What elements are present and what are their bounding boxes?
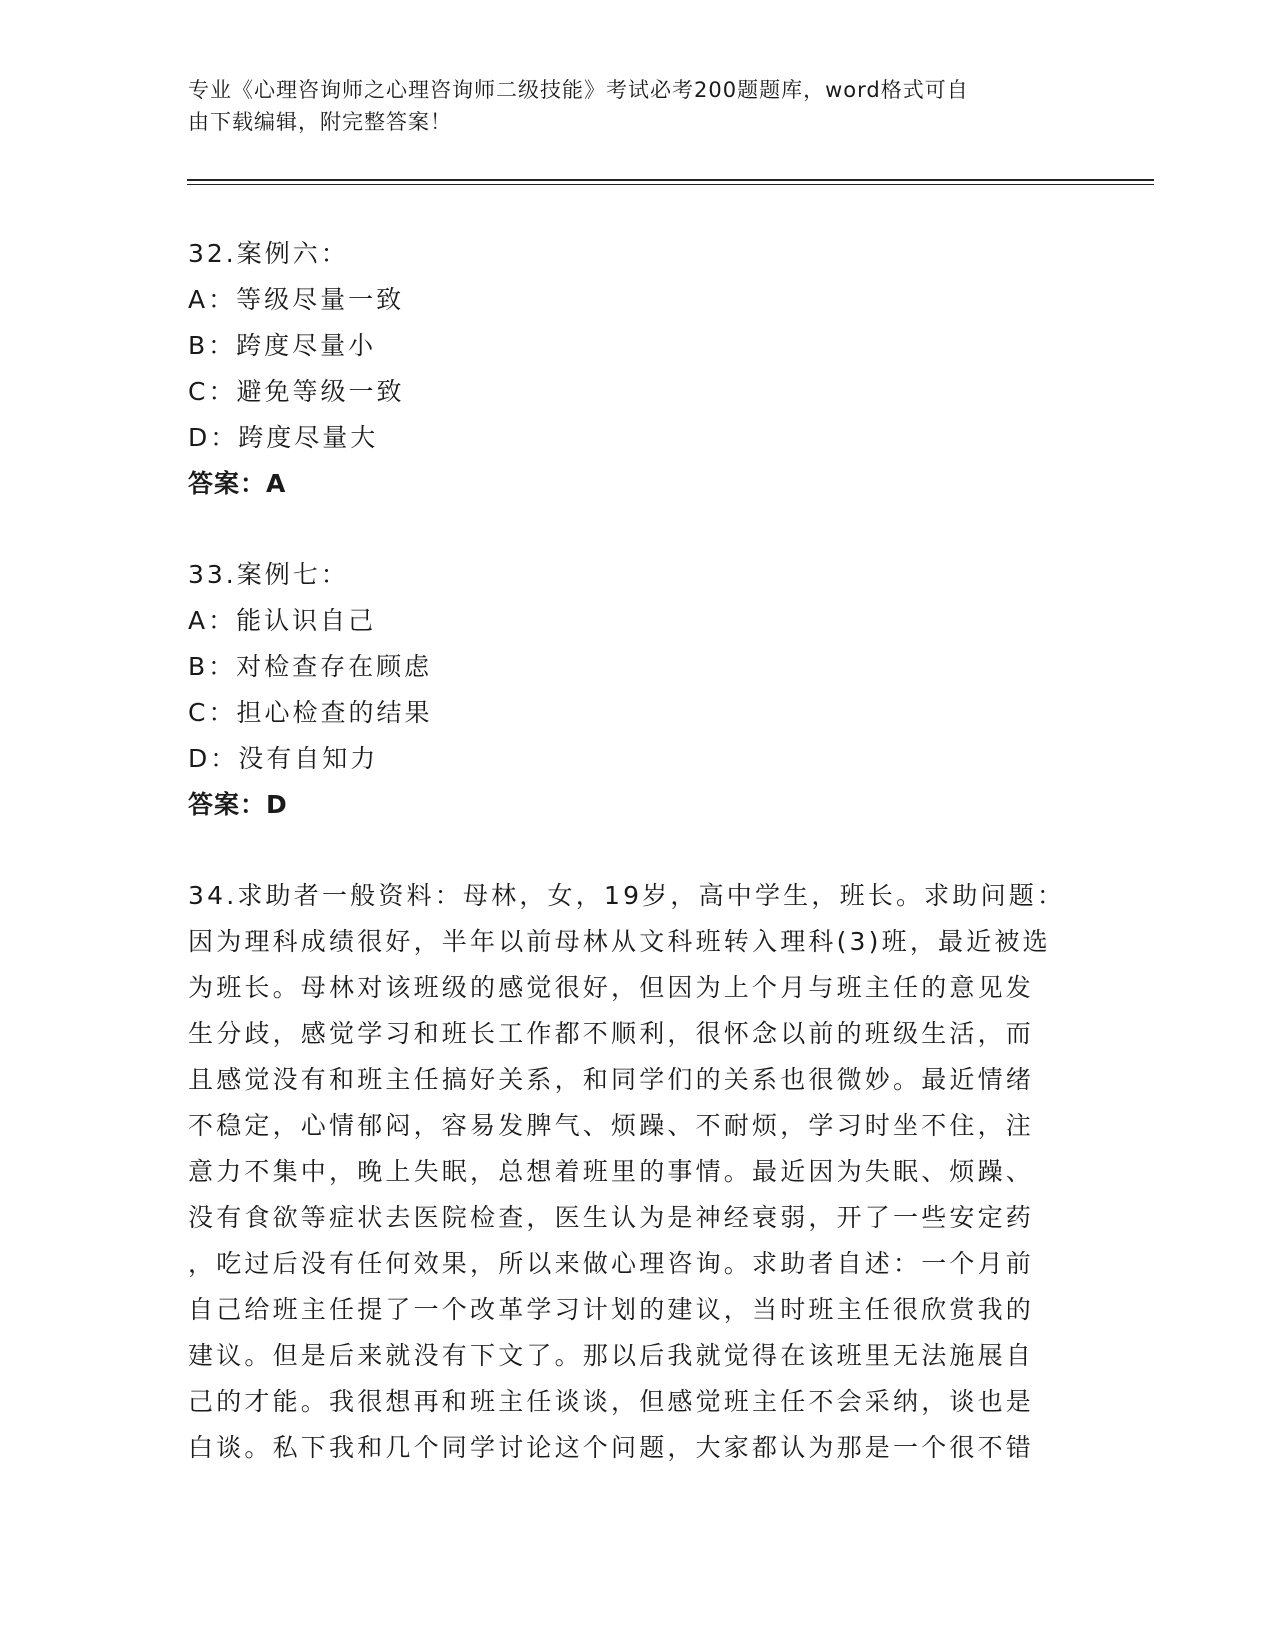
- passage-line: 为班长。母林对该班级的感觉很好，但因为上个月与班主任的意见发: [188, 973, 1035, 1002]
- passage-line: 自己给班主任提了一个改革学习计划的建议，当时班主任很欣赏我的: [188, 1295, 1035, 1324]
- passage-line: 因为理科成绩很好，半年以前母林从文科班转入理科(3)班，最近被选: [188, 927, 1051, 956]
- option-d: D：跨度尽量大: [188, 423, 379, 452]
- option-b: B：跨度尽量小: [188, 331, 377, 360]
- question-title: 33.案例七：: [188, 560, 349, 589]
- header-line: 由下载编辑，附完整答案！: [188, 110, 452, 134]
- passage-line: 且感觉没有和班主任搞好关系，和同学们的关系也很微妙。最近情绪: [188, 1065, 1035, 1094]
- question-34-passage: [188, 873, 1065, 1471]
- passage-line: 不稳定，心情郁闷，容易发脾气、烦躁、不耐烦，学习时坐不住，注: [188, 1111, 1035, 1140]
- header-divider-thin: [187, 184, 1154, 185]
- passage-line: 意力不集中，晚上失眠，总想着班里的事情。最近因为失眠、烦躁、: [188, 1157, 1035, 1186]
- option-a: A：等级尽量一致: [188, 285, 405, 314]
- document-header: [188, 74, 1068, 138]
- passage-line: 生分歧，感觉学习和班长工作都不顺利，很怀念以前的班级生活，而: [188, 1019, 1035, 1048]
- question-32: [188, 231, 404, 507]
- answer: 答案：D: [188, 790, 288, 819]
- header-line: 专业《心理咨询师之心理咨询师二级技能》考试必考200题题库，word格式可自: [188, 78, 969, 102]
- passage-line: 34.求助者一般资料：母林，女，19岁，高中学生，班长。求助问题：: [188, 881, 1066, 910]
- answer: 答案：A: [188, 469, 287, 498]
- option-c: C：避免等级一致: [188, 377, 405, 406]
- option-d: D：没有自知力: [188, 744, 379, 773]
- passage-line: 建议。但是后来就没有下文了。那以后我就觉得在该班里无法施展自: [188, 1341, 1035, 1370]
- option-a: A：能认识自己: [188, 606, 377, 635]
- option-c: C：担心检查的结果: [188, 698, 433, 727]
- question-title: 32.案例六：: [188, 239, 349, 268]
- option-b: B：对检查存在顾虑: [188, 652, 433, 681]
- passage-line: 己的才能。我很想再和班主任谈谈，但感觉班主任不会采纳，谈也是: [188, 1387, 1035, 1416]
- header-divider: [187, 179, 1154, 181]
- question-33: [188, 552, 432, 828]
- passage-line: 白谈。私下我和几个同学讨论这个问题，大家都认为那是一个很不错: [188, 1433, 1035, 1462]
- passage-line: ，吃过后没有任何效果，所以来做心理咨询。求助者自述：一个月前: [188, 1249, 1035, 1278]
- passage-line: 没有食欲等症状去医院检查，医生认为是神经衰弱，开了一些安定药: [188, 1203, 1035, 1232]
